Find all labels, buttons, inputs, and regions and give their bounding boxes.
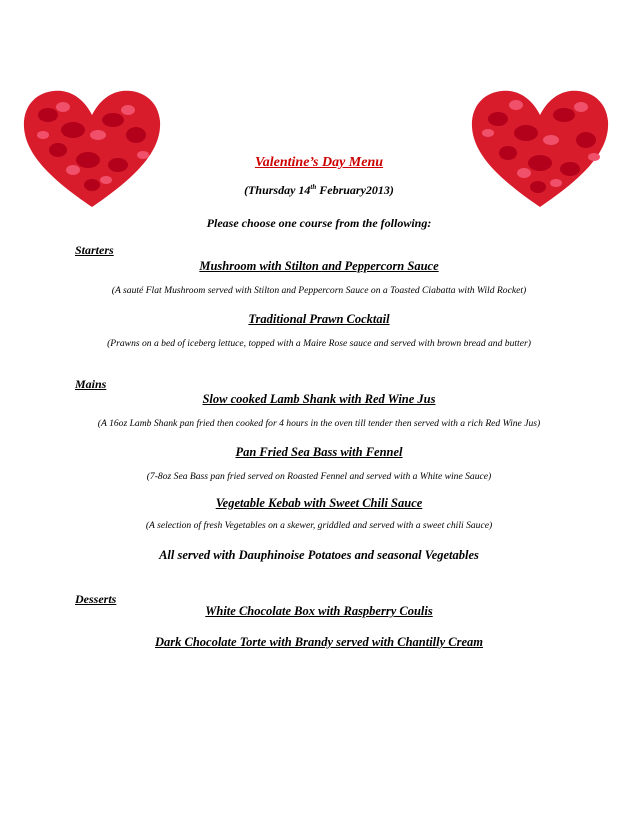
dessert-2-name: Dark Chocolate Torte with Brandy served with Chantilly Cream — [154, 635, 484, 649]
main-1-description: (A 16oz Lamb Shank pan fried then cooked for 4 hours in the oven till tender then served with a rich Red Wine Jus) — [97, 418, 541, 429]
main-3-name: Vegetable Kebab with Sweet Chili Sauce — [215, 496, 423, 510]
starters-heading: Starters — [75, 243, 114, 257]
main-3-description: (A selection of fresh Vegetables on a skewer, griddled and served with a sweet chili Sauce) — [145, 520, 493, 531]
menu-title: Valentine’s Day Menu — [254, 155, 384, 170]
main-1-name: Slow cooked Lamb Shank with Red Wine Jus — [202, 392, 436, 406]
mains-heading: Mains — [75, 377, 107, 391]
date-prefix: (Thursday 14 — [244, 183, 311, 197]
menu-date — [0, 183, 638, 198]
course-instruction: Please choose one course from the following: — [206, 216, 432, 230]
starter-2-description: (Prawns on a bed of iceberg lettuce, topped with a Maire Rose sauce and served with brown bread and butter) — [107, 338, 531, 349]
main-2-description: (7-8oz Sea Bass pan fried served on Roasted Fennel and served with a White wine Sauce) — [146, 471, 492, 482]
mains-footnote: All served with Dauphinoise Potatoes and seasonal Vegetables — [159, 548, 479, 562]
dessert-1-name: White Chocolate Box with Raspberry Coulis — [205, 604, 433, 618]
starter-2-name: Traditional Prawn Cocktail — [248, 312, 390, 326]
date-suffix: February2013) — [316, 183, 394, 197]
starter-1-name: Mushroom with Stilton and Peppercorn Sauce — [199, 259, 439, 273]
date-suffix-ordinal: th — [310, 183, 317, 191]
starter-1-description: (A sauté Flat Mushroom served with Stilton and Peppercorn Sauce on a Toasted Ciabatta with Wild Rocket) — [111, 285, 527, 296]
main-2-name: Pan Fried Sea Bass with Fennel — [235, 445, 403, 459]
desserts-heading: Desserts — [75, 592, 117, 606]
